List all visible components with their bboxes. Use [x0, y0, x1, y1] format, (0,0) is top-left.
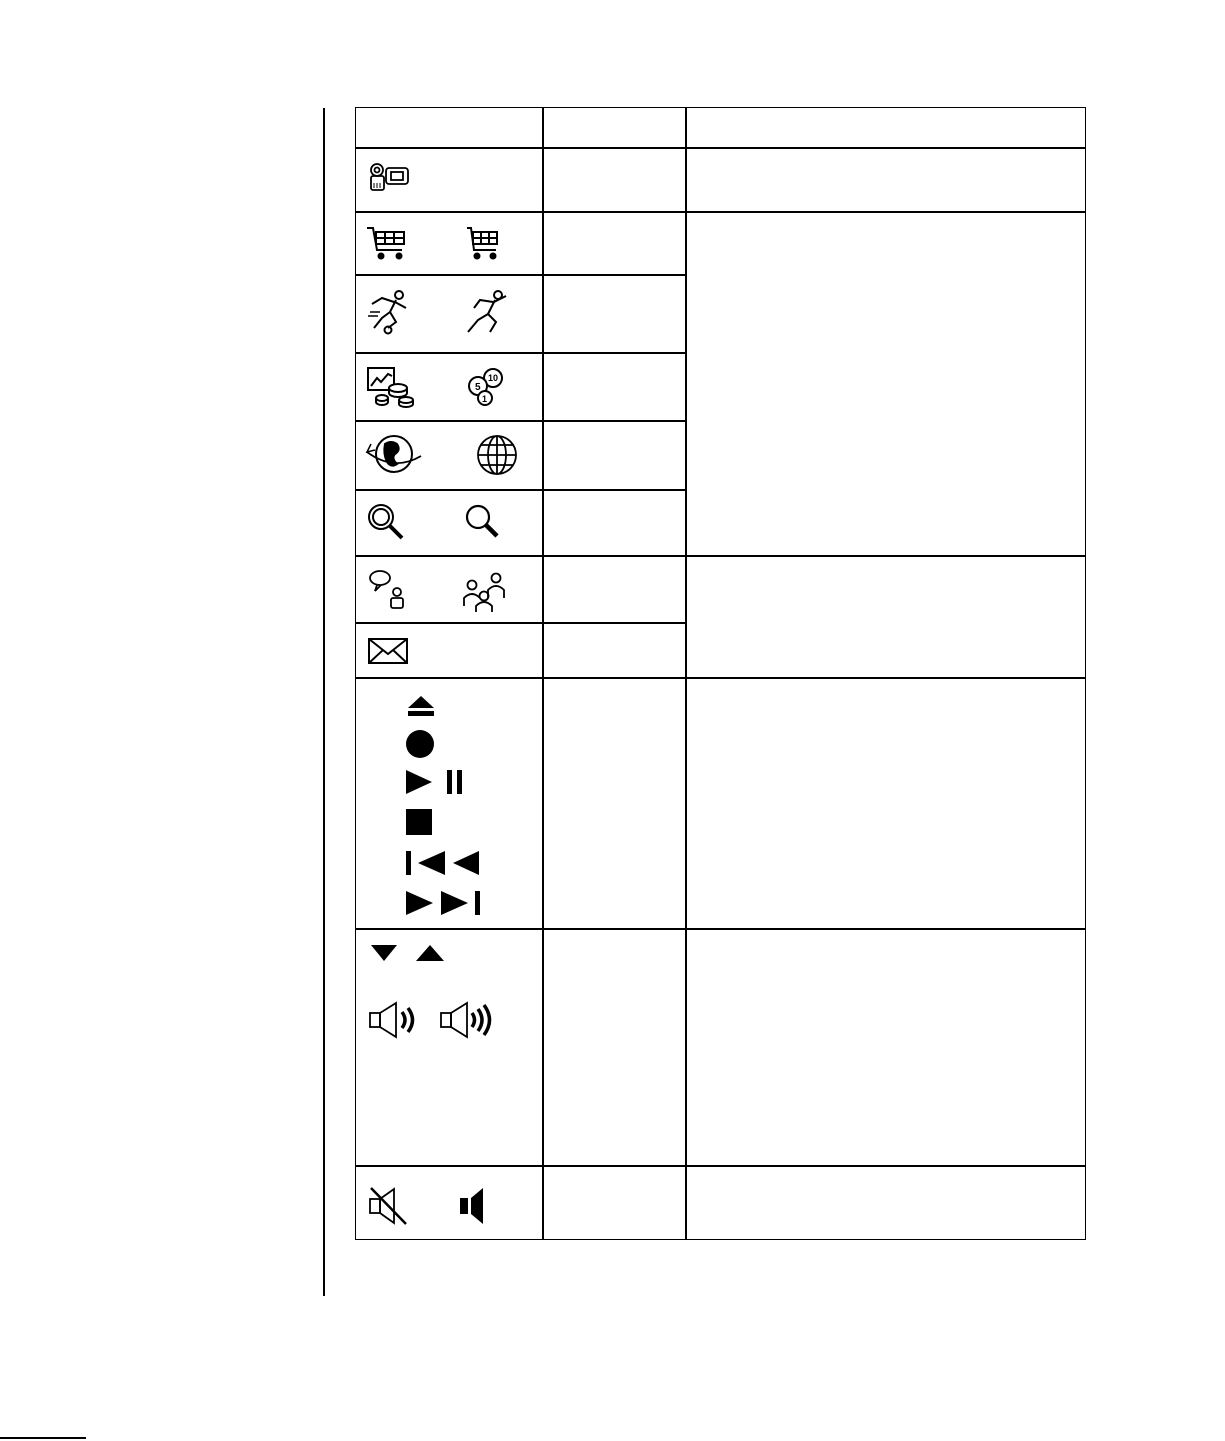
forward-next-icon	[405, 890, 481, 916]
row-divider	[355, 211, 1086, 213]
speaker-low-icon	[368, 1000, 424, 1040]
finance-chart-coins-icon	[366, 366, 416, 408]
svg-text:5: 5	[475, 382, 481, 393]
record-icon	[405, 729, 435, 759]
row-divider	[355, 928, 1086, 930]
shopping-cart-icon	[366, 224, 410, 260]
row-divider	[355, 352, 686, 354]
row-divider	[355, 420, 686, 422]
row-divider	[355, 274, 686, 276]
camcorder-icon	[366, 162, 412, 192]
left-margin-rule	[323, 108, 325, 1296]
coins-icon	[465, 366, 505, 408]
volume-up-icon	[415, 943, 445, 963]
stop-icon	[405, 809, 433, 835]
envelope-icon	[368, 637, 408, 665]
column-divider	[685, 107, 687, 1240]
footer-rule	[0, 1437, 86, 1439]
svg-text:1: 1	[482, 394, 488, 404]
people-group-icon	[462, 568, 506, 614]
row-divider	[355, 677, 1086, 679]
speaker-high-icon	[439, 1000, 495, 1040]
row-divider	[355, 555, 1086, 557]
magnifier-icon	[366, 502, 408, 544]
volume-down-icon	[370, 943, 400, 963]
row-divider	[355, 1165, 1086, 1167]
row-divider	[355, 489, 686, 491]
mute-icon	[368, 1186, 410, 1226]
runner-icon	[462, 288, 508, 336]
soccer-player-icon	[366, 288, 412, 336]
row-divider	[355, 147, 1086, 149]
chat-person-icon	[367, 568, 411, 612]
shopping-cart-small-icon	[466, 224, 500, 260]
globe-grid-icon	[474, 432, 520, 478]
previous-rewind-icon	[405, 850, 481, 876]
eject-icon	[407, 696, 435, 718]
column-divider	[542, 107, 544, 1240]
table-frame	[355, 107, 1086, 1240]
svg-text:10: 10	[488, 373, 499, 383]
play-pause-icon	[405, 769, 465, 795]
magnifier-small-icon	[463, 502, 505, 544]
row-divider	[355, 622, 686, 624]
speaker-on-icon	[459, 1186, 489, 1226]
globe-orbit-icon	[365, 430, 423, 478]
